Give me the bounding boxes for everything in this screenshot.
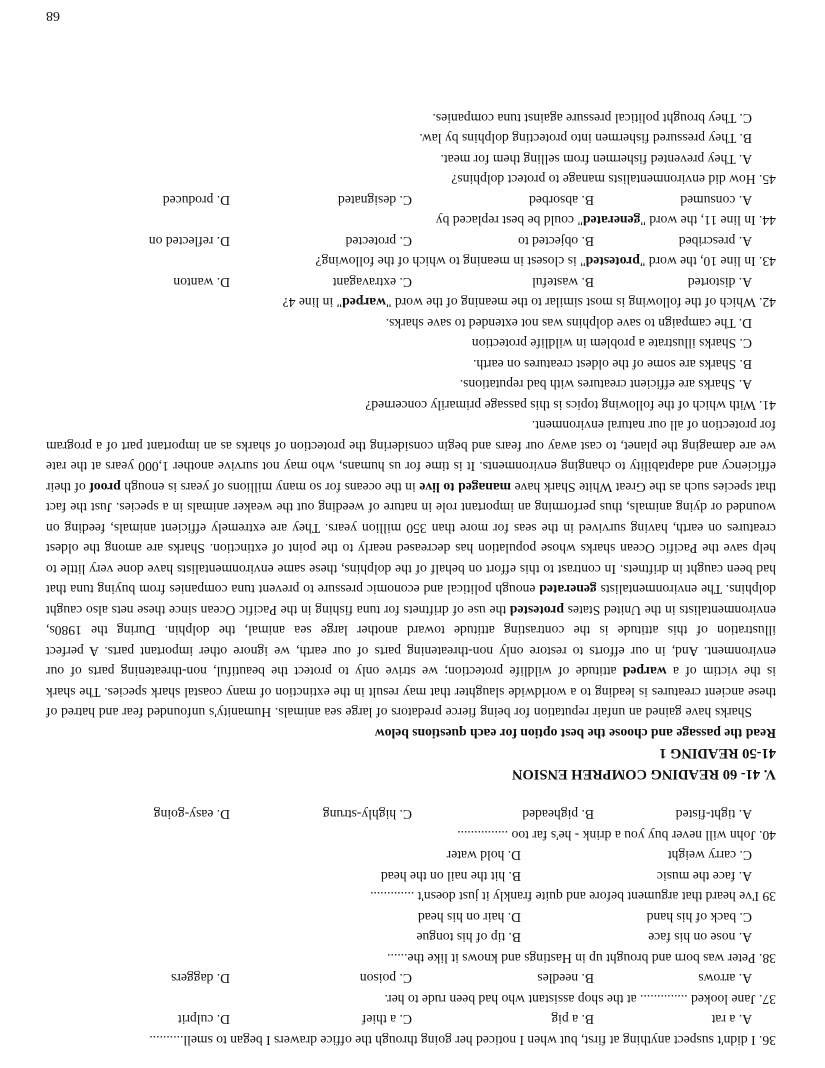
option-43-b: B. objected to	[518, 234, 594, 249]
option-38-c: C. back of his hand	[646, 910, 752, 925]
option-43-a: A. prescribed	[678, 234, 752, 249]
question-44-stem	[46, 210, 776, 231]
question-41-stem: 41. With which of the following topics is this passage primarily concerned?	[365, 398, 776, 413]
instruction: Read the passage and choose the best option for each questions below	[374, 726, 776, 741]
option-41-d: D. The campaign to save dolphins was not extended to save sharks.	[385, 316, 752, 331]
option-43-c: C. protected	[345, 234, 412, 249]
option-42-b: B. wasteful	[532, 275, 594, 290]
passage-text-1: Sharks have gained an unfair reputation for being fierce predators of large sea animals. Humanity's unfounded fear and hatred of these ancient creatures is leading to a worldwide slaughter that may result in the extinction of many coastal shark species. The shark is the victim of a	[46, 664, 776, 721]
option-38-d: D. hair on his head	[417, 910, 521, 925]
question-37-options	[46, 968, 776, 989]
question-43-stem-start: 43. In line 10, the word "	[639, 254, 776, 270]
option-36-c: C. a thief	[361, 1012, 412, 1028]
question-39-options-row2	[46, 845, 776, 866]
question-42-stem-start: 42. Which of the following is most similar to the meaning of the word "	[385, 295, 776, 311]
question-37-stem: 37. Jane looked .............. at the shop assistant who had been rude to her.	[384, 992, 776, 1007]
passage-text-6: of their efficiency and adaptability to changing environments. It is time for us humans, who may not survive another 1,000 years at the rate we are damaging the planet, to cast away our fears and begin considering the protection of sharks as an important part of a program for protection of all our natural environment.	[45, 418, 776, 495]
option-40-b: B. pigheaded	[522, 807, 594, 823]
option-44-a: A. consumed	[680, 193, 752, 208]
option-41-a: A. Sharks are efficient creatures with bad reputations.	[459, 377, 752, 393]
question-40-stem: 40. John will never buy you a drink - he's far too ...............	[457, 828, 776, 843]
reading-title: 41-50 READING 1	[659, 745, 776, 762]
option-40-d: D. easy-going	[153, 807, 230, 823]
question-38-options-row1	[46, 927, 776, 948]
question-38-stem: 38. Peter was born and brought up in Hastings and knows it like the......	[387, 951, 776, 966]
option-44-d: D. produced	[162, 193, 230, 208]
question-42-options	[46, 272, 776, 293]
passage-text-4: enough political and economic pressure to prevent tuna companies from buying tuna that had been caught in driftnets. In contrast to this effort on behalf of the dolphins, these same environmentalists have done very little to help save the Pacific Ocean sharks whose population has decreased nearly to the point of extinction. Sharks are among the oldest creatures on earth, having survived in the seas for more than 350 million years. They are extremely efficient animals, feeding on wounded or dying animals, thus performing an important role in nature of weeding out the weaker animals in a species. Just the fact that species such as the Great White Shark have	[46, 480, 776, 598]
passage-text-2: attitude of wildlife protection; we strive only to protect the beautiful, non-threatening parts of our environment. And, in our efforts to restore only non-threatening parts of our earth, we ignore other important parts. A perfect illustration of this attitude is the contrasting attitude toward another large sea animal, the dolphin. During the 1980s, environmentalists in the United States	[46, 603, 776, 680]
option-45-a: A. They prevented fishermen from selling them for meat.	[440, 152, 752, 167]
page-number: 68	[46, 8, 60, 23]
option-40-a: A. tight-fisted	[675, 807, 752, 823]
option-42-d: D. wanton	[173, 275, 230, 290]
option-43-d: D. reflected on	[148, 234, 230, 249]
passage-keyword-warped: warped	[622, 664, 667, 680]
option-36-b: B. a pig	[551, 1012, 594, 1028]
question-45-stem: 45. How did environmentalists manage to protect dolphins?	[451, 172, 776, 188]
reading-passage	[46, 415, 776, 723]
question-38-options-row2	[46, 907, 776, 928]
passage-keyword-generated: generated	[539, 582, 597, 598]
question-44-options	[46, 190, 776, 211]
option-42-a: A. distorted	[687, 275, 752, 290]
question-43-stem-end: " is closest in meaning to which of the following?	[315, 254, 586, 270]
question-44-keyword: generated	[582, 213, 641, 229]
option-42-c: C. extravagant	[332, 275, 412, 290]
passage-text-3: the use of driftnets for tuna fishing in the Pacific Ocean since these nets also caught dolphins. The environmentalists	[46, 582, 776, 618]
option-41-b: B. Sharks are some of the oldest creatures on earth.	[473, 357, 752, 372]
question-39-options-row1	[46, 866, 776, 887]
question-43-keyword: protested	[585, 254, 640, 270]
page-content	[45, 8, 776, 1051]
passage-keyword-managed-to-live: managed to live	[419, 480, 512, 495]
question-43-stem	[46, 251, 776, 272]
option-37-d: D. daggers	[171, 971, 230, 987]
option-45-b: B. They pressured fishermen into protecting dolphins by law.	[419, 131, 752, 147]
question-40-options	[46, 804, 776, 825]
passage-text-5: in the oceans for so many millions of years is enough	[120, 480, 420, 495]
section-gap	[46, 784, 776, 804]
question-43-options	[46, 231, 776, 252]
option-40-c: C. highly-strung	[322, 807, 412, 823]
option-41-c: C. Sharks illustrate a problem in wildlife protection	[471, 336, 752, 352]
option-37-c: C. poison	[359, 971, 412, 987]
option-39-a: A. face the music	[656, 869, 752, 884]
option-39-c: C. carry weight	[667, 848, 752, 864]
option-45-c: C. They brought political pressure against tuna companies.	[432, 111, 752, 126]
section-title: V. 41- 60 READING COMPREH ENSION	[512, 766, 776, 782]
option-44-c: C. designated	[338, 193, 412, 208]
question-42-stem-end: " in line 4?	[282, 295, 343, 311]
question-44-stem-start: 44. In line 11, the word "	[640, 213, 776, 229]
option-39-d: D. hold water	[446, 848, 521, 864]
option-38-b: B. tip of his tongue	[416, 930, 521, 946]
option-39-b: B. hit the nail on the head	[380, 869, 521, 884]
option-36-a: A. a rat	[711, 1012, 752, 1028]
question-36-stem: 36. I didn't suspect anything at first, but when I noticed her going through the office drawers I began to smell..........	[149, 1033, 776, 1048]
question-42-keyword: warped	[342, 295, 386, 311]
option-37-b: B. needles	[537, 971, 594, 987]
passage-keyword-protested: protested	[509, 603, 564, 618]
option-37-a: A. arrows	[698, 971, 752, 987]
passage-keyword-proof: proof	[89, 480, 121, 495]
option-38-a: A. nose on his face	[648, 930, 752, 946]
question-44-stem-end: " could be best replaced by	[435, 213, 583, 229]
question-36-options	[46, 1009, 776, 1030]
option-44-b: B. absorbed	[529, 193, 594, 208]
question-39-stem: 39 I've heard that argument before and quite frankly it just doesn't .............	[370, 889, 776, 905]
question-42-stem	[46, 292, 776, 313]
option-36-d: D. culprit	[177, 1012, 230, 1028]
